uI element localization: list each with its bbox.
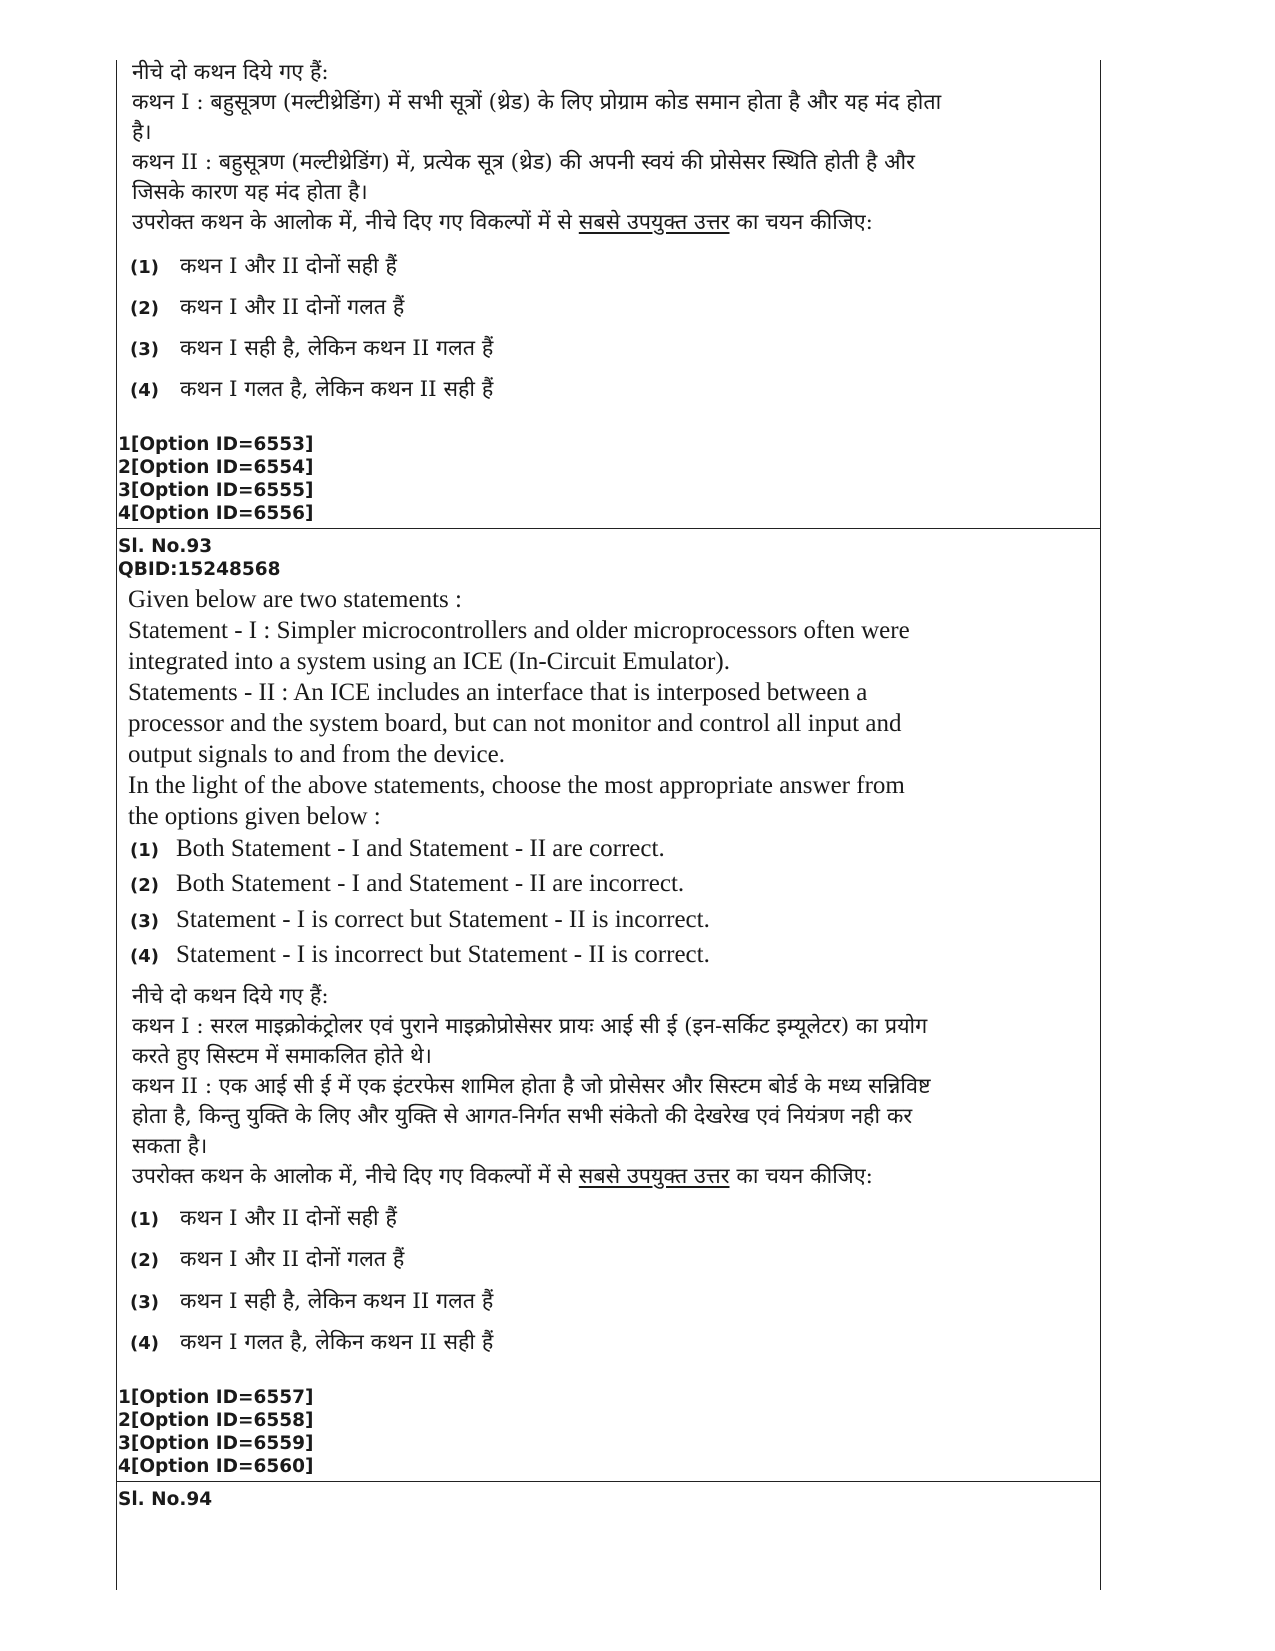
q93-english-option-2: (2) Both Statement - I and Statement - II are incorrect. — [130, 870, 685, 897]
qbid: QBID:15248568 — [118, 559, 281, 580]
question-line: Statements - II : An ICE includes an interface that is interposed between a — [128, 679, 868, 706]
option-id: 2[Option ID=6554] — [118, 457, 314, 478]
question-line: सकता है। — [132, 1134, 208, 1159]
serial-number: Sl. No.94 — [118, 1489, 213, 1510]
q93-hindi-option-2: (2) कथन I और II दोनों गलत हैं — [130, 1247, 405, 1272]
question-line: करते हुए सिस्टम में समाकलित होते थे। — [132, 1044, 432, 1069]
question-line: Given below are two statements : — [128, 586, 462, 613]
q94-header — [118, 1488, 1018, 1511]
option-id: 1[Option ID=6553] — [118, 434, 314, 455]
question-line: कथन I : सरल माइक्रोकंट्रोलर एवं पुराने माइक्रोप्रोसेसर प्रायः आई सी ई (इन-सर्किट इम्यूलेटर) का प्रयोग — [132, 1014, 928, 1039]
q92-hindi-statement-2: कथन II : बहुसूत्रण (मल्टीथ्रेडिंग) में, प्रत्येक सूत्र (थ्रेड) की अपनी स्वयं की प्रोसेसर स्थिति होती है और — [132, 150, 915, 175]
q92-hindi-option-4: (4) कथन I गलत है, लेकिन कथन II सही हैं — [130, 377, 494, 402]
q92-hindi-option-3: (3) कथन I सही है, लेकिन कथन II गलत हैं — [130, 336, 494, 361]
question-line: कथन II : एक आई सी ई में एक इंटरफेस शामिल होता है जो प्रोसेसर और सिस्टम बोर्ड के मध्य सन्निविष्ट — [132, 1074, 931, 1099]
q92-hindi-instruction: उपरोक्त कथन के आलोक में, नीचे दिए गए विकल्पों में से सबसे उपयुक्त उत्तर का चयन कीजिए: — [132, 210, 873, 235]
question-line: processor and the system board, but can not monitor and control all input and — [128, 710, 902, 737]
q92-hindi-option-1: (1) कथन I और II दोनों सही हैं — [130, 254, 397, 279]
q93-option-ids — [118, 1386, 1018, 1478]
question-line: output signals to and from the device. — [128, 741, 506, 768]
q93-english-option-4: (4) Statement - I is incorrect but Statement - II is correct. — [130, 941, 710, 968]
q92-hindi-statements — [132, 58, 1032, 238]
row-divider — [116, 1481, 1101, 1482]
q92-hindi-statement-1: कथन I : बहुसूत्रण (मल्टीथ्रेडिंग) में सभी सूत्रों (थ्रेड) के लिए प्रोग्राम कोड समान होता है और यह मंद होता — [132, 90, 942, 115]
q93-english-option-3: (3) Statement - I is correct but Statement - II is incorrect. — [130, 906, 710, 933]
q93-english-option-1: (1) Both Statement - I and Statement - II are correct. — [130, 835, 665, 862]
question-line: होता है, किन्तु युक्ति के लिए और युक्ति से आगत-निर्गत सभी संकेतो की देखरेख एवं नियंत्रण नही कर — [132, 1104, 913, 1129]
option-id: 1[Option ID=6557] — [118, 1387, 314, 1408]
q93-english-question — [128, 584, 1028, 832]
q92-hindi-option-2: (2) कथन I और II दोनों गलत हैं — [130, 295, 405, 320]
question-line: the options given below : — [128, 803, 381, 830]
q93-hindi-option-4: (4) कथन I गलत है, लेकिन कथन II सही हैं — [130, 1330, 494, 1355]
option-id: 3[Option ID=6559] — [118, 1433, 314, 1454]
serial-number: Sl. No.93 — [118, 536, 213, 557]
q93-hindi-option-1: (1) कथन I और II दोनों सही हैं — [130, 1206, 397, 1231]
question-line: नीचे दो कथन दिये गए हैं: — [132, 984, 329, 1009]
row-divider — [116, 528, 1101, 529]
q93-hindi-question — [132, 982, 1032, 1192]
question-line: integrated into a system using an ICE (In-Circuit Emulator). — [128, 648, 730, 675]
option-id: 4[Option ID=6560] — [118, 1456, 314, 1477]
q92-hindi-statement-2-cont: जिसके कारण यह मंद होता है। — [132, 180, 368, 205]
q92-option-ids — [118, 433, 1018, 525]
q93-header — [118, 535, 1018, 581]
option-id: 3[Option ID=6555] — [118, 480, 314, 501]
question-line: In the light of the above statements, choose the most appropriate answer from — [128, 772, 905, 799]
q93-hindi-option-3: (3) कथन I सही है, लेकिन कथन II गलत हैं — [130, 1289, 494, 1314]
question-line: Statement - I : Simpler microcontrollers and older microprocessors often were — [128, 617, 910, 644]
q92-hindi-intro: नीचे दो कथन दिये गए हैं: — [132, 60, 329, 85]
option-id: 2[Option ID=6558] — [118, 1410, 314, 1431]
q93-hindi-instruction: उपरोक्त कथन के आलोक में, नीचे दिए गए विकल्पों में से सबसे उपयुक्त उत्तर का चयन कीजिए: — [132, 1164, 873, 1189]
q92-hindi-statement-1-cont: है। — [132, 120, 152, 145]
option-id: 4[Option ID=6556] — [118, 503, 314, 524]
